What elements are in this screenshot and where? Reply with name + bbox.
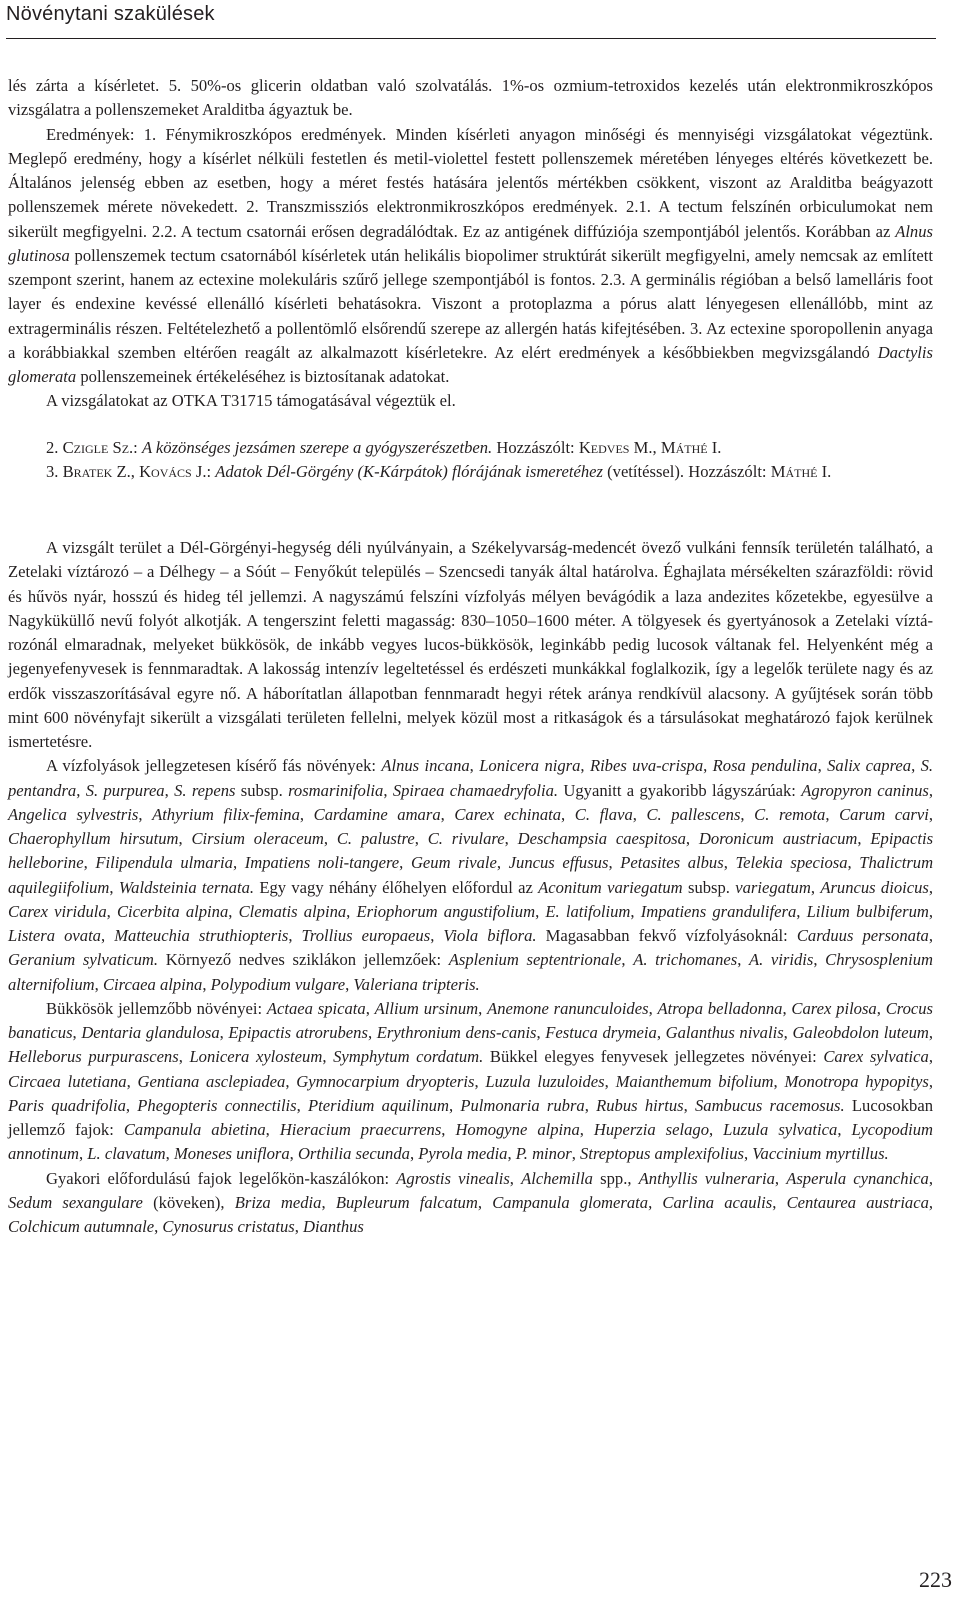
italic-text: Anthyllis vulneraria xyxy=(638,1168,775,1188)
italic-text: Angelica sylvestris xyxy=(8,804,139,824)
text-run: , xyxy=(507,1144,516,1164)
italic-text: Pulmonaria rubra xyxy=(460,1095,585,1115)
italic-text: Ribes uva-crispa xyxy=(589,756,704,776)
text-run: , xyxy=(648,998,658,1018)
text-run: spp., xyxy=(592,1168,639,1188)
text-run: Gyakori előfordulású fajok legelőkön-kaszálókon: xyxy=(46,1168,397,1188)
text-run: , xyxy=(604,1071,616,1091)
text-run: , xyxy=(477,1192,493,1212)
text-run: , xyxy=(265,1120,280,1139)
text-run: , xyxy=(178,1047,190,1067)
italic-text: Alnus incana xyxy=(381,756,470,776)
text-run: , xyxy=(579,1120,594,1139)
text-run: , xyxy=(399,853,411,873)
text-run: , xyxy=(928,901,934,921)
text-run: , xyxy=(703,756,713,776)
italic-text: Colchicum autumnale xyxy=(8,1217,155,1236)
text-run: , xyxy=(535,901,546,921)
text-run: , xyxy=(656,1023,666,1042)
text-run: , xyxy=(632,804,647,824)
text-run: , xyxy=(847,853,860,873)
text-run: , xyxy=(285,1071,297,1091)
italic-text: Circaea alpina xyxy=(102,974,203,994)
italic-text: Hieracium praecurrens xyxy=(279,1120,442,1139)
italic-text: Agrostis vinealis xyxy=(396,1168,510,1188)
italic-text: Carex pilosa xyxy=(791,998,877,1018)
text-run: (köveken), xyxy=(142,1192,235,1212)
text-run: : xyxy=(206,461,216,481)
text-run: , xyxy=(911,756,921,776)
italic-text: Dentaria glandulosa xyxy=(81,1023,220,1042)
text-run: , xyxy=(536,1023,546,1042)
text-run: , xyxy=(773,1071,785,1091)
italic-text: Agropyron caninus xyxy=(801,780,929,800)
text-run: , xyxy=(125,1095,138,1115)
text-run: , xyxy=(106,901,117,921)
italic-text: Carlina acaulis xyxy=(662,1192,773,1212)
italic-text: Petasites albus xyxy=(620,853,724,873)
paragraph xyxy=(8,74,933,123)
text-run: , xyxy=(928,926,934,945)
italic-text: Listera ovata xyxy=(8,926,101,945)
italic-text: Cynosurus cristatus xyxy=(162,1217,295,1236)
italic-text: L. clavatum xyxy=(87,1144,166,1164)
italic-text: Erythronium dens-canis xyxy=(376,1023,537,1042)
text-run: , xyxy=(504,829,518,848)
italic-text: Paris quadrifolia xyxy=(8,1095,126,1115)
italic-text: S. pentandra xyxy=(8,756,934,800)
italic-text: Adatok Dél-Görgény (K-Kárpátok) flórájának ismeretéhez xyxy=(215,461,603,481)
text-run: Eredmények: 1. Fénymikroszkópos eredmények. Minden kísérleti anyagon minőségi és mennyiségi vizsgálatokat végeztünk. Meglepő eredmény, hogy a kísérlet nélküli festetlen és metil-violettel festett pollenszemek méretében lényeges eltérés következett be. Általános jelenség ebben az esetben, hogy a méret festés hatására jelentős mértékben csökkent, viszont az Aralditba beágyazott pollenszemek mérete növekedett. 2. Transzmissziós elektronmikroszkópos eredmények. 2.1. A tectum felszínén orbiculumokat nem sikerült megfigyelni. 2.2. A tectum csatornái erősen degradálódtak. Ez az antigének diffúziója szempontjából jelentős. Korábban az xyxy=(8,124,933,241)
text-run: , xyxy=(289,1144,298,1164)
italic-text: Carex viridula xyxy=(8,901,107,921)
italic-text: Pyrola media xyxy=(418,1144,508,1164)
text-run: , xyxy=(296,1095,309,1115)
italic-text: Filipendula ulmaria xyxy=(95,853,233,873)
text-run: , xyxy=(652,437,661,457)
italic-text: Athyrium filix-femina xyxy=(152,804,300,824)
italic-text: S. purpurea xyxy=(85,780,165,800)
text-run: , xyxy=(83,853,96,873)
text-run: , xyxy=(469,756,480,776)
text-run: , xyxy=(232,853,245,873)
italic-text: Thalictrum aquilegiifolium xyxy=(8,853,934,897)
text-run: , xyxy=(496,853,509,873)
text-run: , xyxy=(409,1144,419,1164)
italic-text: Huperzia selago xyxy=(593,1120,709,1139)
italic-text: Allium ursinum xyxy=(374,998,479,1018)
text-run: , xyxy=(740,804,755,824)
text-run: A vizsgálatokat az OTKA T31715 támogatásával végeztük el. xyxy=(46,391,456,411)
text-run: 3. xyxy=(46,461,63,481)
text-run: , xyxy=(448,1095,461,1115)
text-run: , xyxy=(294,1217,304,1236)
italic-text: Lonicera xylosteum xyxy=(189,1047,323,1067)
italic-text: Dactylis glomerata xyxy=(8,342,933,386)
text-run: , xyxy=(94,974,103,994)
italic-text: Carum carvi xyxy=(839,804,929,824)
text-run: , xyxy=(228,901,239,921)
italic-text: Matteuchia struthiopteris xyxy=(114,926,289,945)
running-header xyxy=(6,0,936,39)
text-run: , xyxy=(928,1168,933,1188)
italic-text: Geranium sylvaticum. xyxy=(8,950,159,970)
italic-text: Spiraea chamaedryfolia. xyxy=(392,780,559,800)
text-run: Bükkel elegyes fenyvesek jellegzetes növényei: xyxy=(483,1047,824,1067)
text-run: Magasabban fekvő vízfolyásoknál: xyxy=(536,926,797,945)
italic-text: Campanula abietina xyxy=(123,1120,266,1139)
text-run: , xyxy=(365,998,375,1018)
italic-text: Phegopteris connectilis xyxy=(137,1095,297,1115)
text-run: Egy vagy néhány élőhelyen előfordul az xyxy=(254,877,539,897)
text-run: , xyxy=(857,829,871,848)
italic-text: Lonicera nigra xyxy=(479,756,581,776)
text-run: , xyxy=(322,1047,334,1067)
text-run: , xyxy=(810,877,821,897)
paragraph xyxy=(8,536,933,754)
text-run: , xyxy=(509,1168,522,1188)
italic-text: C. palustre xyxy=(336,829,415,848)
text-run: subsp. xyxy=(682,877,736,897)
text-run: , xyxy=(743,1144,753,1164)
text-run: , xyxy=(478,998,488,1018)
text-run: Környező nedves sziklákon jellemzőek: xyxy=(158,950,449,970)
italic-text: rosmarinifolia xyxy=(288,780,384,800)
italic-text: Eriophorum angustifolium xyxy=(356,901,536,921)
paragraph xyxy=(8,123,933,390)
text-run: , xyxy=(219,1023,229,1042)
text-run: , xyxy=(772,1192,787,1212)
italic-text: Trollius europaeus xyxy=(301,926,431,945)
text-run: , xyxy=(630,901,641,921)
italic-text: Monotropa hypopitys xyxy=(784,1071,929,1091)
italic-text: Sambucus racemosus. xyxy=(694,1095,845,1115)
text-run: , xyxy=(648,1192,663,1212)
text-run: : xyxy=(133,437,142,457)
text-run: , xyxy=(571,1144,581,1164)
text-run: , xyxy=(164,780,175,800)
italic-text: Crocus banaticus xyxy=(8,998,934,1042)
italic-text: Asplenium septentrionale xyxy=(448,950,622,970)
italic-text: Salix caprea xyxy=(827,756,912,776)
italic-text: C. pallescens xyxy=(646,804,741,824)
text-run: , xyxy=(737,950,749,970)
text-run: , xyxy=(685,829,699,848)
italic-text: Aruncus dioicus xyxy=(820,877,929,897)
text-run: , xyxy=(774,1168,787,1188)
text-run: , xyxy=(367,1023,377,1042)
text-run: , xyxy=(783,1023,793,1042)
text-run: , xyxy=(440,804,455,824)
italic-text: Bupleurum falcatum xyxy=(335,1192,478,1212)
text-run: , xyxy=(72,1023,82,1042)
text-run: , xyxy=(709,1120,724,1139)
text-run: , xyxy=(474,1071,486,1091)
text-run: , xyxy=(928,1071,934,1091)
text-run: , xyxy=(165,1144,174,1164)
italic-text: A közönséges jezsámen szerepe a gyógyszerészetben. xyxy=(141,437,493,457)
text-run: , xyxy=(621,950,634,970)
text-run: , xyxy=(109,877,119,897)
italic-text: variegatum xyxy=(735,877,811,897)
page-number: 223 xyxy=(919,1567,952,1592)
text-run: subsp. xyxy=(235,780,289,800)
text-run: , xyxy=(76,780,86,800)
text-run: , xyxy=(299,804,314,824)
italic-text: Waldsteinia ternata. xyxy=(118,877,255,897)
text-run: , xyxy=(723,853,736,873)
text-run: 2. xyxy=(46,437,63,457)
article-body xyxy=(8,74,933,1239)
italic-text: Epipactis atrorubens xyxy=(228,1023,368,1042)
italic-text: Festuca drymeia xyxy=(545,1023,657,1042)
text-run: , xyxy=(321,1192,336,1212)
text-run: , xyxy=(928,1047,933,1067)
text-run: Bükkösök jellemzőbb növényei: xyxy=(46,998,267,1018)
text-run: , xyxy=(154,1217,163,1236)
text-run: , xyxy=(825,804,840,824)
text-run: pollenszemek tectum csatornából kísérletek után helikális biopolimer struktúrát sikerült megfigyelni, amely nemcsak az említett szempont szerint, hanem az ectexine molekuláris szűrő jellege szempontjából is fontos. 2.3. A germinális régióban a belső lamelláris foot layer és endexine kevéssé ellenálló kísérleti behatásokra. Viszont a protoplazma a pórus alatt lényegesen ellenállóbb, mint az extragerminális részen. Feltételezhető a pollentömlő elsőrendű szerepe az allergén hatás kifejtésében. 3. Az ectexine sporopollenin anyaga a korábbiakkal szemben eltérően reagált az alkalmazott kísérletekre. Az elért eredmények a későbbiekben megvizsgálandó xyxy=(8,245,933,362)
italic-text: Briza media xyxy=(234,1192,322,1212)
italic-text: Helleborus purpurascens xyxy=(8,1047,179,1067)
italic-text: Symphytum cordatum. xyxy=(333,1047,484,1067)
italic-text: Lilium bulbiferum xyxy=(806,901,929,921)
text-run: , xyxy=(837,1120,852,1139)
paragraph xyxy=(8,1167,933,1240)
italic-text: Epipactis helleborine xyxy=(8,829,934,873)
text-run: , xyxy=(346,901,357,921)
italic-text: Centaurea austriaca xyxy=(786,1192,929,1212)
italic-text: Geum rivale xyxy=(410,853,497,873)
italic-text: Carex echinata xyxy=(454,804,562,824)
text-run: , xyxy=(782,998,792,1018)
italic-text: Impatiens grandulifera xyxy=(640,901,797,921)
paragraph xyxy=(8,460,933,484)
italic-text: C. remota xyxy=(754,804,826,824)
italic-text: Actaea spicata xyxy=(266,998,366,1018)
italic-text: Juncus effusus xyxy=(508,853,609,873)
italic-text: Carex sylvatica xyxy=(823,1047,929,1067)
italic-text: Clematis alpina xyxy=(238,901,347,921)
text-run: , xyxy=(323,829,337,848)
author-name: Máthé I. xyxy=(770,461,832,481)
italic-text: Lycopodium annotinum xyxy=(8,1120,934,1164)
italic-text: Luzula sylvatica xyxy=(723,1120,838,1139)
text-run: , xyxy=(430,926,444,945)
italic-text: Moneses uniflora xyxy=(173,1144,290,1164)
author-name: Máthé I. xyxy=(660,437,722,457)
author-name: Bratek Z. xyxy=(62,461,131,481)
text-run: , xyxy=(817,756,828,776)
text-run: , xyxy=(178,829,192,848)
italic-text: Carduus personata xyxy=(796,926,929,945)
italic-text: Telekia speciosa xyxy=(735,853,848,873)
text-run: , xyxy=(561,804,575,824)
text-run: Ugyanitt a gyakoribb lágyszárúak: xyxy=(558,780,802,800)
text-run: , xyxy=(584,1095,597,1115)
italic-text: Rosa pendulina xyxy=(712,756,818,776)
italic-text: C. rivulare xyxy=(427,829,505,848)
italic-text: Alnus glutinosa xyxy=(8,221,933,265)
italic-text: Atropa belladonna xyxy=(657,998,783,1018)
italic-text: Orthilia secunda xyxy=(297,1144,410,1164)
text-run: , xyxy=(414,829,428,848)
text-run: , xyxy=(580,756,590,776)
italic-text: Chrysosplenium alternifolium xyxy=(8,950,933,994)
text-run: , xyxy=(928,1023,934,1042)
paragraph xyxy=(8,754,933,997)
italic-text: Galeobdolon luteum xyxy=(792,1023,929,1042)
text-run: , xyxy=(138,804,153,824)
text-run: , xyxy=(383,780,393,800)
author-name: Czigle Sz. xyxy=(62,437,134,457)
italic-text: Asperula cynanchica xyxy=(786,1168,929,1188)
italic-text: Anemone ranunculoides xyxy=(487,998,649,1018)
italic-text: Homogyne alpina xyxy=(455,1120,580,1139)
text-run: Hozzászólt: xyxy=(492,437,579,457)
italic-text: Aconitum variegatum xyxy=(538,877,683,897)
text-run: pollenszemeinek értékeléséhez is biztosítanak adatokat. xyxy=(76,367,450,386)
italic-text: Streptopus amplexifolius xyxy=(580,1144,744,1164)
italic-text: Cirsium oleraceum xyxy=(191,829,324,848)
text-run: lés zárta a kísérletet. 5. 50%-os glicerin oldatban való szolvatálás. 1%-os ozmium-tetroxidos kezelés után elektronmikroszkópos vizsgálatra a pollenszemeket Aralditba ágyaztuk be. xyxy=(8,76,933,120)
text-run: Lucosokban jellemző fajok: xyxy=(8,1095,934,1139)
text-run: , xyxy=(288,926,302,945)
text-run: , xyxy=(345,974,354,994)
text-run: , xyxy=(928,1192,934,1212)
italic-text: Viola biflora. xyxy=(443,926,537,945)
italic-text: Luzula luzuloides xyxy=(485,1071,605,1091)
italic-text: Pteridium aquilinum xyxy=(308,1095,449,1115)
text-run: , xyxy=(876,998,886,1018)
italic-text: E. latifolium xyxy=(545,901,631,921)
italic-text: Maianthemum bifolium xyxy=(615,1071,774,1091)
italic-text: Doronicum austriacum xyxy=(698,829,858,848)
italic-text: S. repens xyxy=(174,780,236,800)
italic-text: A. trichomanes xyxy=(633,950,738,970)
author-name: Kedves M. xyxy=(578,437,653,457)
italic-text: Cicerbita alpina xyxy=(116,901,229,921)
section-title: Növénytani szakülések xyxy=(6,3,215,25)
italic-text: Circaea lutetiana xyxy=(8,1071,127,1091)
italic-text: P. minor xyxy=(515,1144,572,1164)
paragraph xyxy=(8,436,933,460)
paragraph xyxy=(8,389,933,413)
paragraph xyxy=(8,997,933,1167)
italic-text: Chaerophyllum hirsutum xyxy=(8,829,179,848)
italic-text: Galanthus nivalis xyxy=(665,1023,784,1042)
text-run: , xyxy=(928,804,934,824)
text-run: , xyxy=(100,926,115,945)
text-run: (vetítéssel). Hozzászólt: xyxy=(602,461,771,481)
text-run: , xyxy=(796,901,807,921)
text-run: , xyxy=(79,1144,88,1164)
text-run: , xyxy=(683,1095,695,1115)
italic-text: Sedum sexangulare xyxy=(8,1192,143,1212)
italic-text: Cardamine amara xyxy=(313,804,441,824)
italic-text: Rubus hirtus xyxy=(596,1095,684,1115)
italic-text: Vaccinium myrtillus. xyxy=(752,1144,889,1164)
italic-text: Alchemilla xyxy=(521,1168,593,1188)
text-run: , xyxy=(928,877,934,897)
author-name: Kovács J. xyxy=(139,461,207,481)
text-run: , xyxy=(608,853,621,873)
italic-text: Polypodium vulgare xyxy=(210,974,346,994)
text-run: , xyxy=(130,461,140,481)
italic-text: A. viridis xyxy=(748,950,814,970)
text-run: , xyxy=(441,1120,456,1139)
italic-text: Impatiens noli-tangere xyxy=(244,853,400,873)
text-run: A vízfolyások jellegzetesen kísérő fás növények: xyxy=(46,756,382,776)
italic-text: Deschampsia caespitosa xyxy=(517,829,686,848)
italic-text: Dianthus xyxy=(303,1217,364,1236)
text-run: A vizsgált terület a Dél-Görgényi-hegység déli nyúlványain, a Székelyvarság-medencét övező vulkáni fennsík területén található, a Zetelaki víztározó – a Délhegy – a Sóút – Fenyőkút település – Szencsedi tanyák által határolva. Éghajlata mérsékelten szárazföldi: rövid és hűvös nyár, hosszú és hideg tél jellemzi. A nagyszámú felszíni vízfolyás mélyen bevágódik a laza andezites kőzetekbe, egyesülve a Nagyküküllő nevű folyót alkotják. A tengerszint feletti magasság: 830–1050–1600 méter. A tölgyesek és gyertyánosok a Zetelaki víztározónál elmaradnak, melyeket bükkösök, de inkább vegyes lucos-bükkösök, leginkább pedig lucosok váltanak fel. Helyenként még a jegenyefenyvesek is fennmaradtak. A lakosság intenzív legeltetéssel és erdészeti munkákkal foglalkozik, így a legelők területe nagy és az erdők visszaszorításával egyre nő. A háborítatlan állapotban fennmaradt hegyi rétek aránya rendkívül alacsony. A gyűjtések során több mint 600 növényfajt sikerült a vizsgálati területen fellelni, melyek közül most a ritkaságok és a társulásokat meghatározó fajok kerülnek ismertetésre. xyxy=(8,538,933,751)
text-run: , xyxy=(813,950,826,970)
italic-text: C. flava xyxy=(574,804,633,824)
italic-text: Gymnocarpium dryopteris xyxy=(296,1071,475,1091)
italic-text: Gentiana asclepiadea xyxy=(137,1071,286,1091)
text-run: , xyxy=(126,1071,138,1091)
italic-text: Campanula glomerata xyxy=(492,1192,649,1212)
text-run: , xyxy=(202,974,211,994)
text-run: , xyxy=(928,780,933,800)
italic-text: Valeriana tripteris. xyxy=(353,974,480,994)
